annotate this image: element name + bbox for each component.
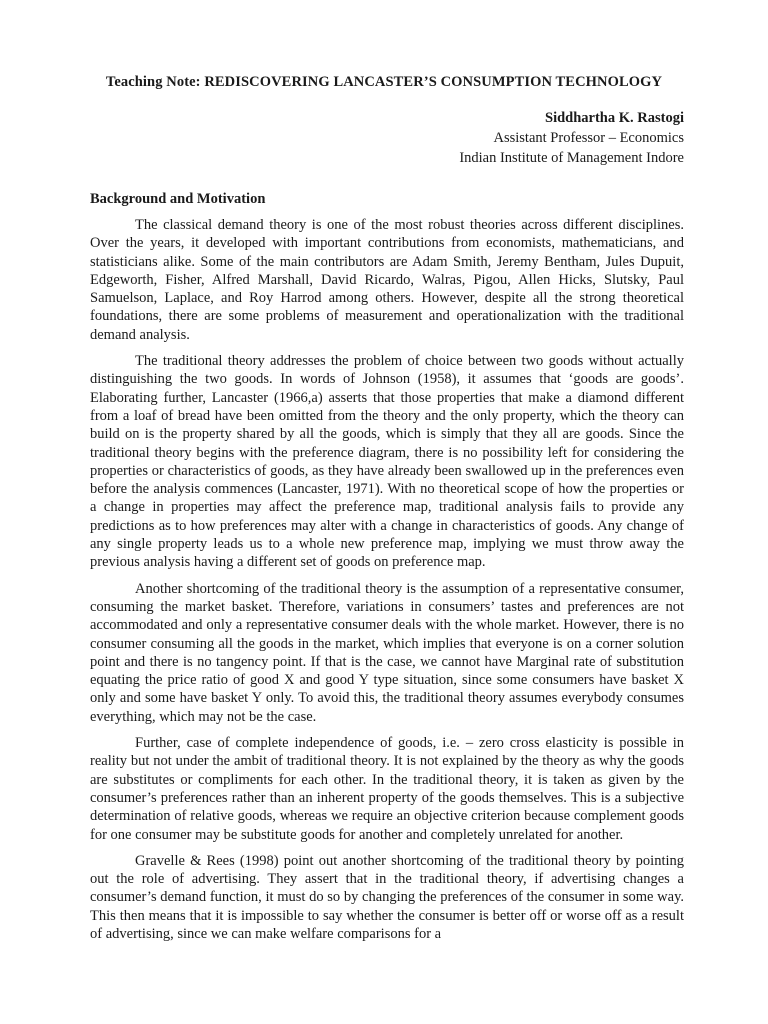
body-text bbox=[90, 216, 684, 951]
author-block bbox=[459, 108, 684, 168]
paragraph: Another shortcoming of the traditional theory is the assumption of a representative consumer, consuming the market basket. Therefore, variations in consumers’ tastes and preferences are not accommodated and only a representative consumer deals with the whole market. However, there is no consumer consuming all the goods in the market, which implies that everyone is on a corner solution point and there is no tangency point. If that is the case, we cannot have Marginal rate of substitution equating the price ratio of good X and good Y type situation, since some consumers have basket X only and some have basket Y only. To avoid this, the traditional theory assumes everybody consumes everything, which may not be the case. bbox=[90, 580, 684, 725]
section-heading: Background and Motivation bbox=[90, 191, 266, 207]
author-affiliation: Indian Institute of Management Indore bbox=[459, 150, 684, 166]
paragraph: Further, case of complete independence of goods, i.e. – zero cross elasticity is possible in reality but not under the ambit of traditional theory. It is not explained by the theory as why the goods are substitutes or compliments for each other. In the traditional theory, it is taken as given by the consumer’s preferences rather than an inherent property of the goods themselves. This is a subjective determination of relative goods, whereas we require an objective criterion because complement goods for one consumer may be substitute goods for another and completely unrelated for another. bbox=[90, 735, 684, 843]
author-position: Assistant Professor – Economics bbox=[493, 130, 684, 146]
paragraph: The classical demand theory is one of the most robust theories across different disciplines. Over the years, it developed with important contributions from economists, mathematicians, and statisticians alike. Some of the main contributors are Adam Smith, Jeremy Bentham, Jules Dupuit, Edgeworth, Fisher, Alfred Marshall, David Ricardo, Walras, Pigou, Allen Hicks, Slutsky, Paul Samuelson, Laplace, and Roy Harrod among others. However, despite all the strong theoretical foundations, there are some problems of measurement and operationalization with the traditional demand analysis. bbox=[90, 217, 684, 343]
author-name: Siddhartha K. Rastogi bbox=[545, 110, 684, 126]
paragraph: The traditional theory addresses the problem of choice between two goods without actually distinguishing the two goods. In words of Johnson (1958), it assumes that ‘goods are goods’. Elaborating further, Lancaster (1966,a) asserts that those properties that make a diamond different from a loaf of bread have been omitted from the theory and the only property, which the theory can build on is the property shared by all the goods, which is simply that they all are goods. Since the traditional theory begins with the preference diagram, there is no possibility left for considering the properties or characteristics of goods, as they have already been swallowed up in the preferences even before the analysis commences (Lancaster, 1971). With no theoretical scope of how the properties or a change in properties may affect the preference map, traditional analysis fails to provide any predictions as to how preferences may alter with a change in characteristics of goods. Any change of any single property leads us to a whole new preference map, implying we must throw away the previous analysis having a different set of goods on preference map. bbox=[90, 353, 684, 571]
document-title: Teaching Note: REDISCOVERING LANCASTER’S CONSUMPTION TECHNOLOGY bbox=[105, 74, 663, 90]
paragraph: Gravelle & Rees (1998) point out another shortcoming of the traditional theory by pointing out the role of advertising. They assert that in the traditional theory, if advertising changes a consumer’s demand function, it must do so by changing the preferences of the consumer in some way. This then means that it is impossible to say whether the consumer is better off or worse off as a result of advertising, since we can make welfare comparisons for a bbox=[90, 852, 684, 942]
